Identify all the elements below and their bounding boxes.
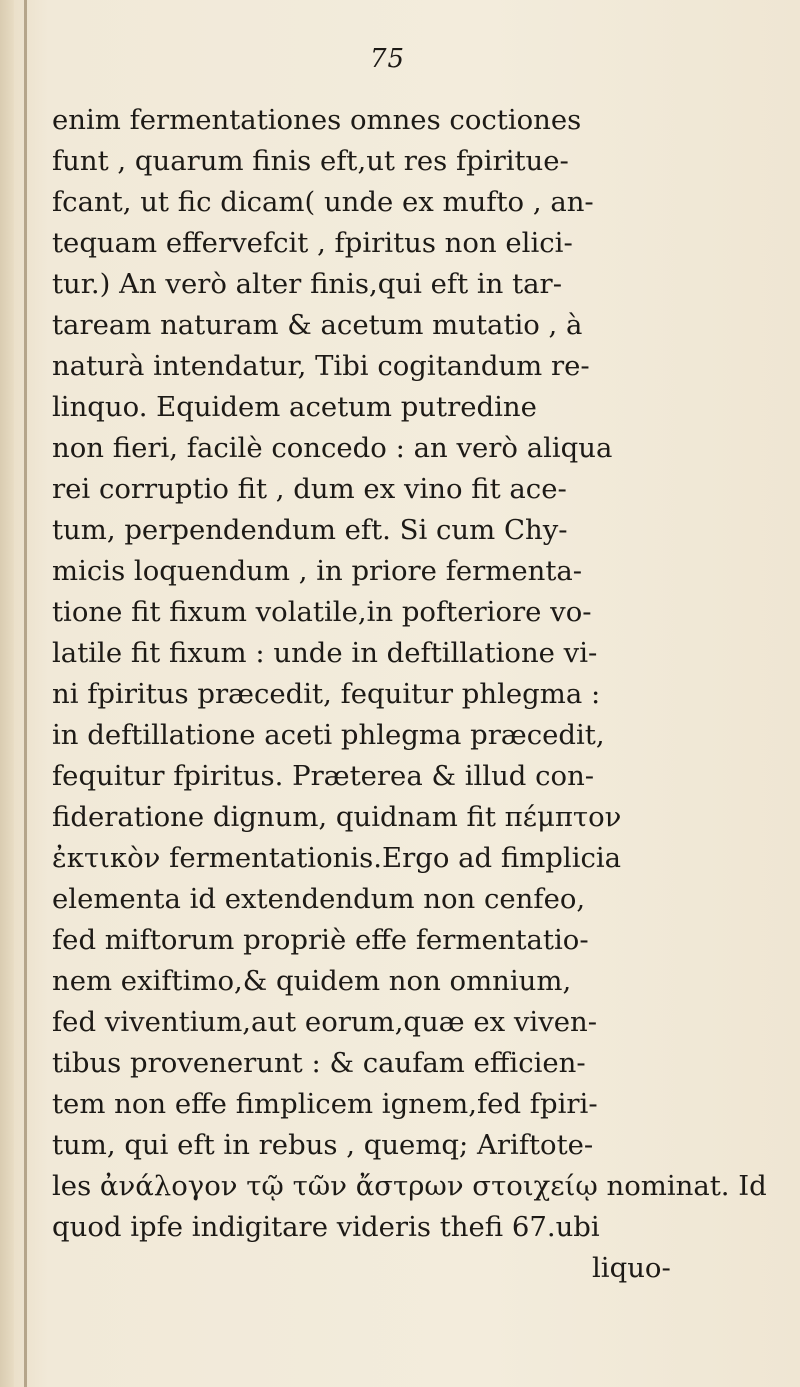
text-line: fed miftorum propriè effe fermentatio-	[52, 924, 589, 956]
text-line: enim fermentationes omnes coctiones	[52, 104, 582, 136]
text-line: tibus provenerunt : & caufam efficien-	[52, 1047, 586, 1079]
text-line: fed viventium,aut eorum,quæ ex viven-	[52, 1006, 598, 1038]
text-line: nem exiftimo,& quidem non omnium,	[52, 965, 572, 997]
body-text	[52, 100, 768, 1289]
text-line: ni fpiritus præcedit, fequitur phlegma :	[52, 678, 601, 710]
text-line: fequitur fpiritus. Præterea & illud con-	[52, 760, 595, 792]
text-line: tequam effervefcit , fpiritus non elici-	[52, 227, 573, 259]
text-line: tum, perpendendum eft. Si cum Chy-	[52, 514, 568, 546]
text-line: latile fit fixum : unde in deftillatione vi-	[52, 637, 598, 669]
text-line: taream naturam & acetum mutatio , à	[52, 309, 583, 341]
text-line: linquo. Equidem acetum putredine	[52, 391, 537, 423]
catchword: liquo-	[592, 1252, 671, 1284]
text-line: funt , quarum finis eft,ut res fpiritue-	[52, 145, 569, 177]
text-line: tione fit fixum volatile,in pofteriore vo-	[52, 596, 592, 628]
text-line: rei corruptio fit , dum ex vino fit ace-	[52, 473, 567, 505]
binding-edge	[24, 0, 27, 1387]
page-gutter	[0, 0, 14, 1387]
page-number: 75	[370, 44, 406, 74]
text-line: les ἀνάλογον τῷ τῶν ἄστρων στοιχείῳ nominat. Id	[52, 1170, 767, 1202]
text-line: naturà intendatur, Tibi cogitandum re-	[52, 350, 590, 382]
text-line: micis loquendum , in priore fermenta-	[52, 555, 583, 587]
text-line: fideratione dignum, quidnam fit πέμπτον	[52, 801, 622, 833]
text-line: non fieri, facilè concedo : an verò aliqua	[52, 432, 613, 464]
text-line: tum, qui eft in rebus , quemq; Ariftote-	[52, 1129, 594, 1161]
text-line: tem non effe fimplicem ignem,fed fpiri-	[52, 1088, 598, 1120]
text-line: fcant, ut fic dicam( unde ex mufto , an-	[52, 186, 594, 218]
text-line: ἐκτικὸν fermentationis.Ergo ad fimplicia	[52, 842, 622, 874]
text-line: in deftillatione aceti phlegma præcedit,	[52, 719, 605, 751]
text-line: tur.) An verò alter finis,qui eft in tar-	[52, 268, 562, 300]
text-line: quod ipfe indigitare videris thefi 67.ubi	[52, 1211, 600, 1243]
text-line: elementa id extendendum non cenfeo,	[52, 883, 586, 915]
